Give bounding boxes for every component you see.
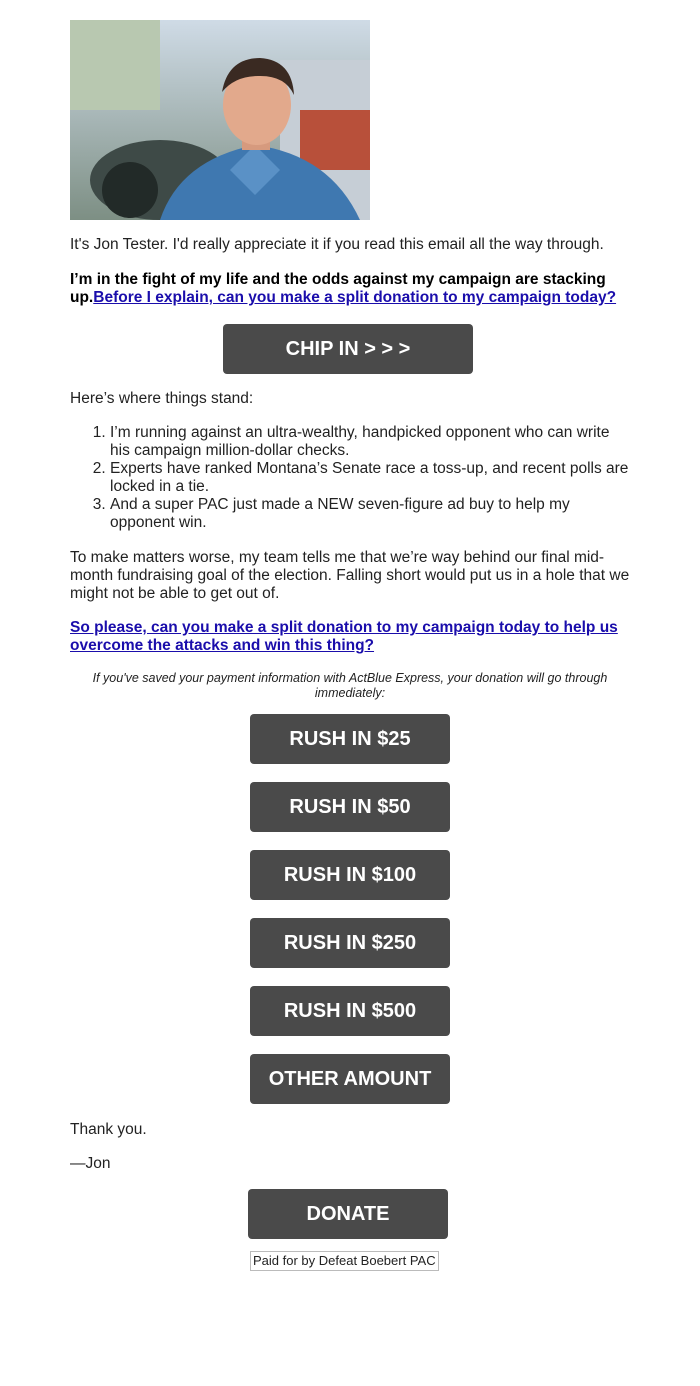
headline-text: I’m in the fight of my life and the odds against my campaign are stacking up. [70, 271, 606, 306]
cta-paragraph [70, 619, 630, 655]
headline-paragraph [70, 271, 630, 307]
chip-in-button[interactable]: CHIP IN > > > [223, 324, 473, 374]
intro-text: It's Jon Tester. I'd really appreciate it if you read this email all the way through. [70, 236, 604, 253]
rush-25-button[interactable]: RUSH IN $25 [250, 714, 450, 764]
headline-donate-link[interactable]: Before I explain, can you make a split donation to my campaign today? [93, 289, 617, 306]
donate-button[interactable]: DONATE [248, 1189, 448, 1239]
split-donation-link[interactable]: So please, can you make a split donation to my campaign today to help us overcome the attacks and win this thing? [70, 619, 618, 654]
rush-50-button[interactable]: RUSH IN $50 [250, 782, 450, 832]
person-photo-icon [70, 20, 370, 220]
thanks-text: Thank you. [70, 1121, 147, 1138]
other-amount-button[interactable]: OTHER AMOUNT [250, 1054, 450, 1104]
signature: —Jon [70, 1155, 111, 1172]
list-item: 2. Experts have ranked Montana’s Senate race a toss-up, and recent polls are locked in a tie. [110, 460, 630, 496]
points-list [70, 424, 630, 532]
rush-100-button[interactable]: RUSH IN $100 [250, 850, 450, 900]
rush-500-button[interactable]: RUSH IN $500 [250, 986, 450, 1036]
list-item: 3. And a super PAC just made a NEW seven-figure ad buy to help my opponent win. [110, 496, 630, 532]
candidate-photo [70, 20, 370, 220]
actblue-express-note: If you've saved your payment information with ActBlue Express, your donation will go through immediately: [92, 671, 608, 700]
list-item: 1. I’m running against an ultra-wealthy, handpicked opponent who can write his campaign million-dollar checks. [110, 424, 630, 460]
stand-intro: Here’s where things stand: [70, 390, 254, 407]
email-body [70, 0, 630, 1271]
paid-for-disclaimer: Paid for by Defeat Boebert PAC [250, 1251, 439, 1271]
rush-250-button[interactable]: RUSH IN $250 [250, 918, 450, 968]
worse-paragraph: To make matters worse, my team tells me that we’re way behind our final mid-month fundraising goal of the election. Falling short would put us in a hole that we might not be able to get out of. [70, 549, 630, 602]
